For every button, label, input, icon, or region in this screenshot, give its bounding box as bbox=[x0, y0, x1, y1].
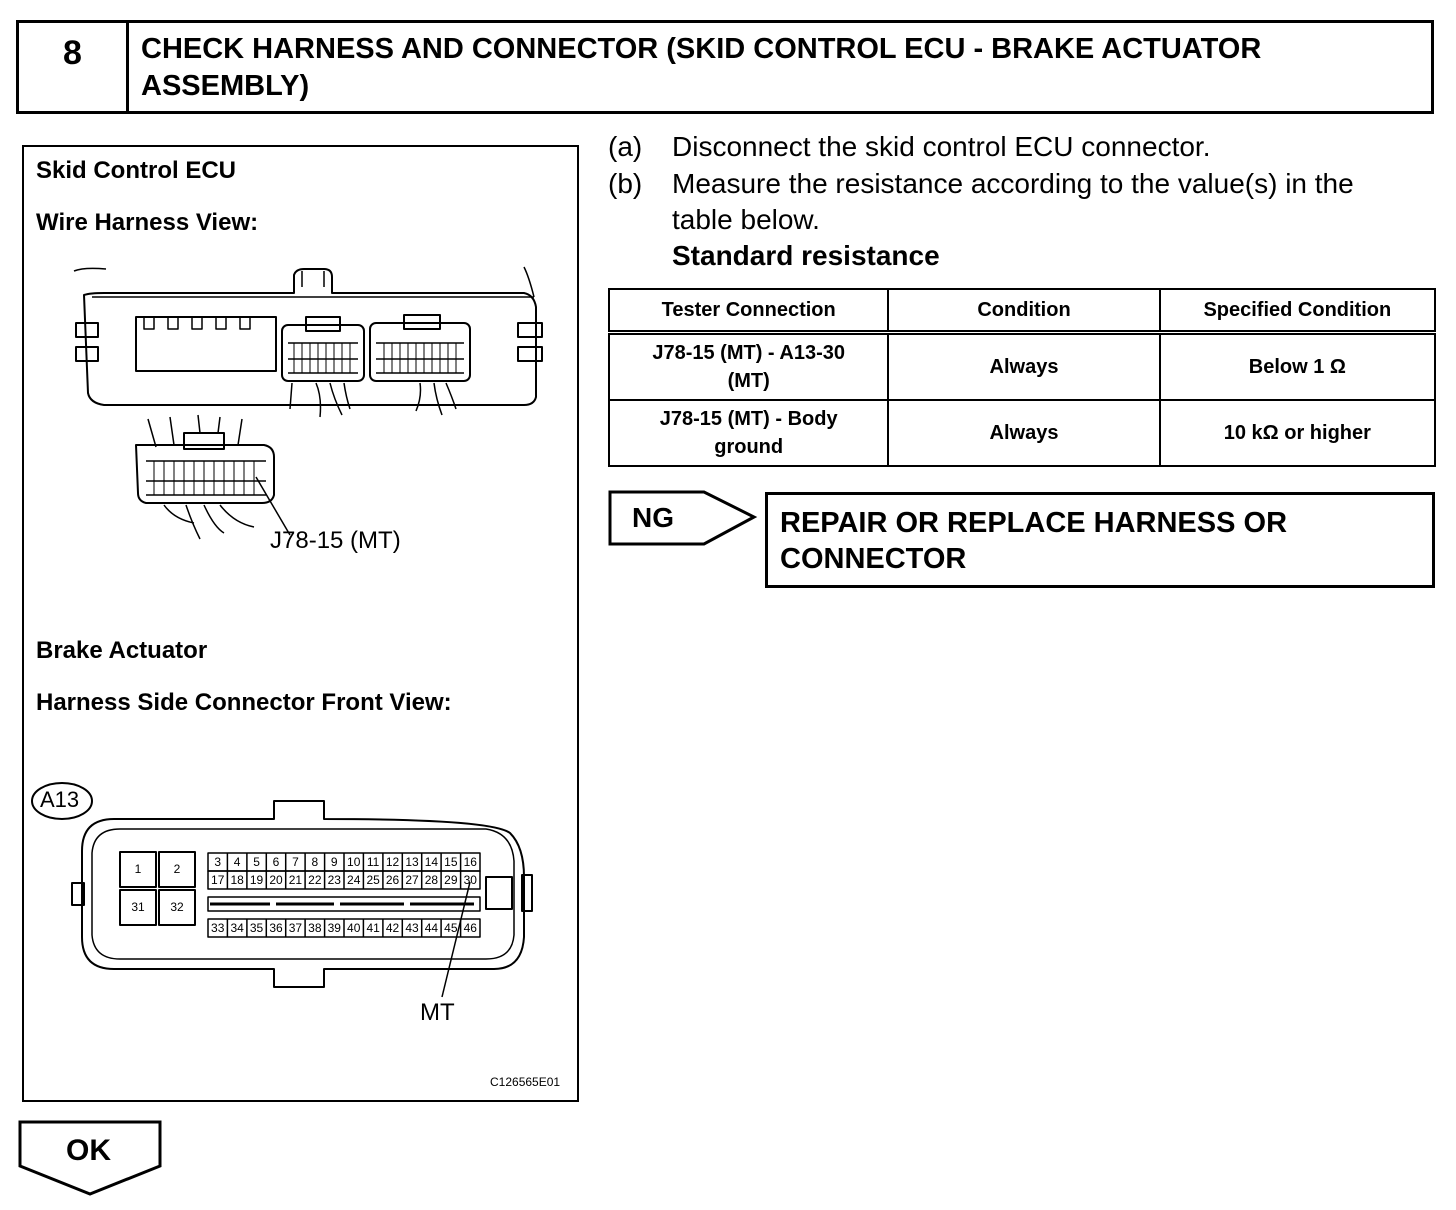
pin-number: 18 bbox=[230, 873, 244, 887]
pin-number: 29 bbox=[444, 873, 458, 887]
actuator-title: Brake Actuator bbox=[36, 637, 208, 664]
pin-number: 6 bbox=[272, 855, 280, 869]
cell-condition: Always bbox=[888, 333, 1159, 401]
header-tester-connection: Tester Connection bbox=[609, 289, 888, 333]
pin-number: 19 bbox=[249, 873, 264, 887]
pin-number: 25 bbox=[366, 873, 380, 887]
pin-number: 3 bbox=[214, 855, 222, 869]
pin-number: 36 bbox=[269, 921, 283, 935]
header-specified-condition: Specified Condition bbox=[1160, 289, 1435, 333]
connector-figure bbox=[22, 145, 579, 1102]
pin-number: 13 bbox=[405, 855, 419, 869]
pin-number: 37 bbox=[288, 921, 303, 935]
pin-number: 30 bbox=[463, 873, 477, 887]
cell-connection-l2: (MT) bbox=[727, 370, 770, 392]
pin-number: 7 bbox=[292, 855, 299, 869]
cell-connection-l1: J78-15 (MT) - A13-30 bbox=[652, 342, 845, 364]
pin-number: 23 bbox=[327, 873, 341, 887]
ng-arrow-tag bbox=[608, 490, 758, 550]
actuator-view-label: Harness Side Connector Front View: bbox=[36, 689, 452, 716]
pin-number: 41 bbox=[366, 921, 380, 935]
table-row bbox=[609, 400, 1435, 466]
pin-number: 10 bbox=[347, 855, 361, 869]
pin-number: 2 bbox=[173, 862, 181, 876]
instruction-b-letter: (b) bbox=[608, 168, 643, 199]
pin-number: 1 bbox=[134, 862, 142, 876]
cell-spec: Below 1 Ω bbox=[1160, 333, 1435, 401]
cell-connection-l2: ground bbox=[714, 436, 784, 458]
ng-label: NG bbox=[632, 502, 674, 533]
cell-condition: Always bbox=[888, 400, 1159, 466]
pin-number: 39 bbox=[327, 921, 341, 935]
pin-number: 46 bbox=[463, 921, 477, 935]
pin-number: 42 bbox=[385, 921, 400, 935]
actuator-pin-callout: MT bbox=[420, 999, 455, 1026]
step-number: 8 bbox=[19, 23, 129, 111]
pin-number: 16 bbox=[463, 855, 477, 869]
pin-number: 8 bbox=[311, 855, 319, 869]
figure-code: C126565E01 bbox=[490, 1075, 561, 1089]
pin-number: 45 bbox=[444, 921, 458, 935]
step-title: CHECK HARNESS AND CONNECTOR (SKID CONTROL ECU - BRAKE ACTUATOR ASSEMBLY) bbox=[141, 33, 1262, 102]
pin-number: 40 bbox=[347, 921, 361, 935]
ng-action-line1: REPAIR OR REPLACE HARNESS OR bbox=[780, 507, 1288, 539]
pin-number: 5 bbox=[253, 855, 260, 869]
pin-number: 31 bbox=[131, 900, 145, 914]
instruction-a-letter: (a) bbox=[608, 131, 643, 162]
step-header bbox=[16, 20, 1434, 114]
connector-drawing bbox=[24, 147, 577, 1100]
ecu-pin-callout: J78-15 (MT) bbox=[270, 527, 401, 554]
pin-number: 11 bbox=[366, 855, 380, 869]
instruction-b-cont-text: table below. bbox=[672, 204, 820, 235]
instruction-b-text: Measure the resistance according to the value(s) in the bbox=[672, 168, 1354, 199]
pin-number: 17 bbox=[211, 873, 225, 887]
pin-number: 12 bbox=[385, 855, 400, 869]
pin-number: 26 bbox=[385, 873, 400, 887]
pin-number: 32 bbox=[170, 900, 184, 914]
pin-number: 4 bbox=[233, 855, 241, 869]
pin-number: 24 bbox=[347, 873, 361, 887]
pin-number: 21 bbox=[288, 873, 303, 887]
ng-action-line2: CONNECTOR bbox=[780, 543, 967, 575]
pin-number: 14 bbox=[424, 855, 439, 869]
table-row bbox=[609, 333, 1435, 401]
resistance-table bbox=[608, 288, 1436, 467]
pin-number: 38 bbox=[308, 921, 322, 935]
ecu-view-label: Wire Harness View: bbox=[36, 209, 259, 236]
pin-number: 28 bbox=[424, 873, 439, 887]
connector-id: A13 bbox=[40, 787, 80, 812]
pin-number: 44 bbox=[424, 921, 439, 935]
pin-number: 33 bbox=[211, 921, 225, 935]
cell-connection bbox=[609, 333, 888, 401]
pin-number: 35 bbox=[249, 921, 264, 935]
pin-number: 34 bbox=[230, 921, 244, 935]
pin-number: 15 bbox=[444, 855, 458, 869]
table-header-row bbox=[609, 289, 1435, 333]
header-condition: Condition bbox=[888, 289, 1159, 333]
cell-spec: 10 kΩ or higher bbox=[1160, 400, 1435, 466]
pin-number: 43 bbox=[405, 921, 419, 935]
pin-number: 9 bbox=[330, 855, 338, 869]
cell-connection-l1: J78-15 (MT) - Body bbox=[659, 408, 838, 430]
standard-resistance-label: Standard resistance bbox=[672, 240, 940, 271]
ok-label: OK bbox=[66, 1134, 111, 1167]
cell-connection bbox=[609, 400, 888, 466]
pin-number: 22 bbox=[308, 873, 322, 887]
ng-action-box bbox=[765, 492, 1435, 588]
pin-number: 20 bbox=[269, 873, 283, 887]
instruction-a-text: Disconnect the skid control ECU connector. bbox=[672, 131, 1211, 162]
ecu-title: Skid Control ECU bbox=[36, 157, 237, 184]
pin-number: 27 bbox=[405, 873, 419, 887]
